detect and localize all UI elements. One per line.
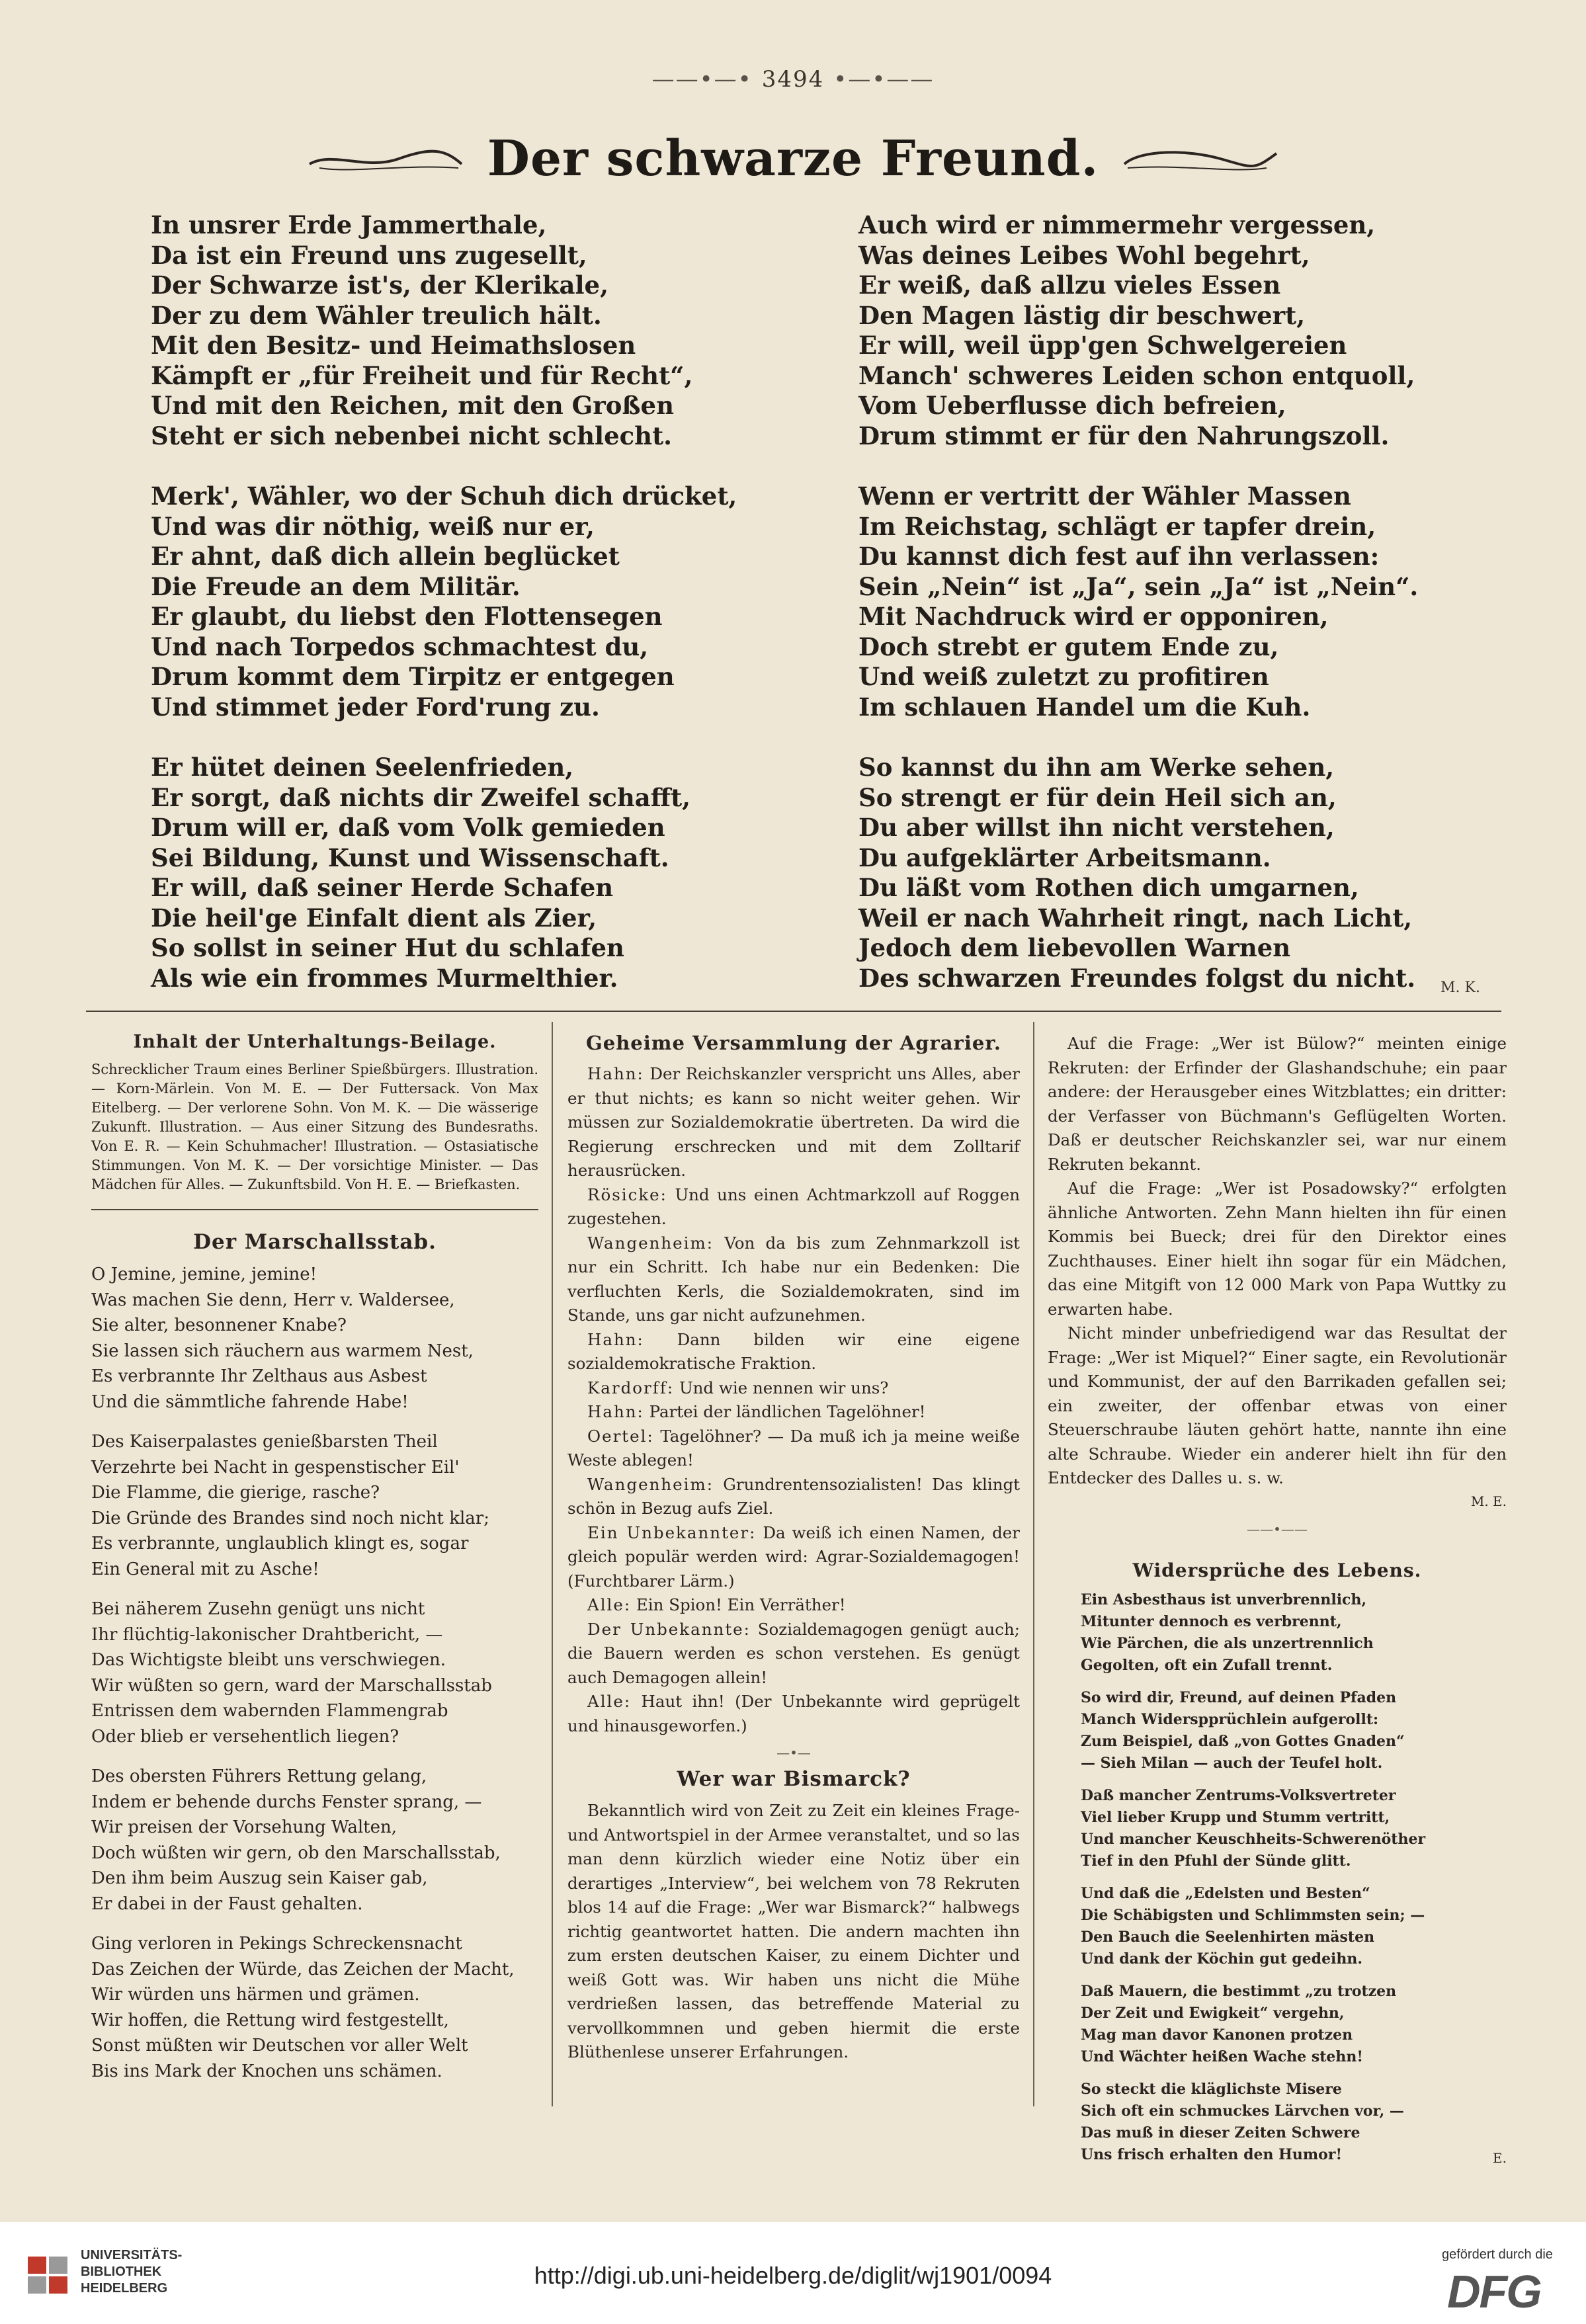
bismarck-paragraph: Nicht minder unbefriedigend war das Resultat der Frage: „Wer ist Miquel?“ Einer sagte, ein Revolutionär und Kommunist, der auf den Barrikaden gefallen sei; ein zweiter, der offenbar etwas von einer Steuerschraube läuten gehört hatte, nannte ihn eine alte Schraube. Wieder ein anderer hielt ihn für den Entdecker des Dalles u. s. w. xyxy=(1048,1323,1507,1487)
speaker-name: Hahn: xyxy=(587,1329,644,1349)
stanza xyxy=(151,210,812,451)
stanza xyxy=(151,481,812,722)
verse-line: So wird dir, Freund, auf deinen Pfaden xyxy=(1081,1688,1397,1706)
contents-text: Schrecklicher Traum eines Berliner Spießbürgers. Illustration. — Korn-Märlein. Von M. E. — Der Futtersack. Von Max Eitelberg. — Der verlorene Sohn. Von M. K. — Die wässerige Zukunft. Illustration. — Aus einer Sitzung des Bundesraths. Von E. R. — Kein Schuhmacher! Illustration. — Ostasiatische Stimmungen. Von M. K. — Der vorsichtige Minister. — Das Mädchen für Alles. — Zukunftsbild. Von H. E. — Briefkasten. xyxy=(91,1061,538,1192)
dialogue-text: Der Reichskanzler verspricht uns Alles, aber er thut nichts; es kann so nicht weiter gehen. Wir müssen zur Sozialdemokratie übertreten. Da wird die Regierung erschrecken und mit dem Zolltarif herausrücken. xyxy=(567,1064,1020,1180)
speaker-name: Hahn: xyxy=(587,1064,644,1083)
verse-line: Drum stimmt er für den Nahrungszoll. xyxy=(858,421,1390,450)
verse-line: Du kannst dich fest auf ihn verlassen: xyxy=(858,542,1380,571)
horizontal-divider xyxy=(86,1011,1501,1012)
stanza xyxy=(1081,1687,1507,1774)
section-separator: —•— xyxy=(776,1745,811,1761)
verse-line: Jedoch dem liebevollen Warnen xyxy=(858,933,1291,962)
verse-line: Und dank der Köchin gut gedeihn. xyxy=(1081,1950,1363,1968)
verse-line: Der Zeit und Ewigkeit“ vergehn, xyxy=(1081,2004,1345,2022)
verse-line: Doch wüßten wir gern, ob den Marschallsstab, xyxy=(91,1843,501,1863)
verse-line: Er weiß, daß allzu vieles Essen xyxy=(858,270,1281,300)
dialogue-text: Tagelöhner? — Da muß ich ja meine weiße Weste ablegen! xyxy=(567,1426,1020,1470)
column-1 xyxy=(91,1032,538,2098)
dialogue-paragraph xyxy=(567,1400,1020,1425)
ornament-left: ——•—• xyxy=(651,66,753,93)
marschallsstab-title: Der Marschallsstab. xyxy=(193,1230,437,1254)
verse-line: Er glaubt, du liebst den Flottensegen xyxy=(151,602,663,631)
verse-line: Das Wichtigste bleibt uns verschwiegen. xyxy=(91,1650,446,1670)
dialogue-text: Grundrentensozialisten! Das klingt schön in Bezug aufs Ziel. xyxy=(567,1474,1020,1518)
verse-line: Er sorgt, daß nichts dir Zweifel schafft, xyxy=(151,782,691,812)
verse-line: Und daß die „Edelsten und Besten“ xyxy=(1081,1884,1370,1902)
dialogue-paragraph xyxy=(567,1328,1020,1376)
verse-line: So kannst du ihn am Werke sehen, xyxy=(858,753,1335,782)
stanza xyxy=(1081,1785,1507,1872)
verse-line: Es verbrannte Ihr Zelthaus aus Asbest xyxy=(91,1366,427,1386)
verse-line: Vom Ueberflusse dich befreien, xyxy=(858,391,1286,420)
verse-line: Merk', Wähler, wo der Schuh dich drücket, xyxy=(151,481,737,511)
verse-line: So strengt er für dein Heil sich an, xyxy=(858,782,1337,812)
verse-line: Des obersten Führers Rettung gelang, xyxy=(91,1766,427,1786)
verse-line: Und stimmet jeder Ford'rung zu. xyxy=(151,692,600,722)
poem-left-column xyxy=(151,210,812,1024)
verse-line: Ihr flüchtig-lakonischer Drahtbericht, — xyxy=(91,1624,443,1645)
verse-line: So sollst in seiner Hut du schlafen xyxy=(151,933,624,962)
dialogue-text: Und wie nennen wir uns? xyxy=(679,1378,889,1397)
verse-line: Drum kommt dem Tirpitz er entgegen xyxy=(151,662,675,691)
dfg-logo: DFG xyxy=(1447,2266,1541,2317)
verse-line: O Jemine, jemine, jemine! xyxy=(91,1265,317,1284)
agrarier-title: Geheime Versammlung der Agrarier. xyxy=(585,1032,1002,1054)
contents-divider xyxy=(91,1209,538,1210)
verse-line: Sonst müßten wir Deutschen vor aller Welt xyxy=(91,2036,468,2055)
dialogue-paragraph xyxy=(567,1473,1020,1521)
speaker-name: Alle: xyxy=(587,1692,632,1711)
ornament-right: •—•—— xyxy=(833,66,935,93)
verse-line: Wir preisen der Vorsehung Walten, xyxy=(91,1817,397,1837)
speaker-name: Wangenheim: xyxy=(587,1233,714,1253)
verse-line: Kämpft er „für Freiheit und für Recht“, xyxy=(151,360,693,390)
verse-line: — Sieh Milan — auch der Teufel holt. xyxy=(1081,1754,1383,1772)
widersprueche-signature: E. xyxy=(1493,2149,1507,2166)
verse-line: Mit den Besitz- und Heimathslosen xyxy=(151,331,636,360)
verse-line: Manch' schweres Leiden schon entquoll, xyxy=(858,360,1415,390)
swash-ornament-right-icon xyxy=(1121,144,1280,173)
verse-line: Entrissen dem wabernden Flammengrab xyxy=(91,1701,448,1721)
verse-line: Du läßt vom Rothen dich umgarnen, xyxy=(858,873,1359,902)
verse-line: Daß mancher Zentrums-Volksvertreter xyxy=(1081,1786,1396,1804)
verse-line: So steckt die kläglichste Misere xyxy=(1081,2080,1342,2098)
verse-line: Im schlauen Handel um die Kuh. xyxy=(858,692,1311,722)
speaker-name: Rösicke: xyxy=(587,1184,667,1204)
speaker-name: Hahn: xyxy=(587,1402,644,1421)
verse-line: Er dabei in der Faust gehalten. xyxy=(91,1893,363,1914)
verse-line: Der zu dem Wähler treulich hält. xyxy=(151,300,602,330)
verse-line: Wie Pärchen, die als unzertrennlich xyxy=(1081,1634,1374,1652)
dialogue-text: Partei der ländlichen Tagelöhner! xyxy=(649,1402,926,1421)
speaker-name: Der Unbekannte: xyxy=(587,1619,751,1639)
verse-line: Der Schwarze ist's, der Klerikale, xyxy=(151,270,608,300)
dialogue-text: Und uns einen Achtmarkzoll auf Roggen zugestehen. xyxy=(567,1184,1020,1228)
verse-line: Die Gründe des Brandes sind noch nicht klar; xyxy=(91,1508,489,1528)
stanza xyxy=(1081,1981,1507,2068)
verse-line: Drum will er, daß vom Volk gemieden xyxy=(151,813,665,842)
verse-line: Die heil'ge Einfalt dient als Zier, xyxy=(151,903,597,933)
verse-line: Die Schäbigsten und Schlimmsten sein; — xyxy=(1081,1906,1425,1924)
verse-line: Er ahnt, daß dich allein beglücket xyxy=(151,542,620,571)
verse-line: Den ihm beim Auszug sein Kaiser gab, xyxy=(91,1868,428,1888)
verse-line: Sei Bildung, Kunst und Wissenschaft. xyxy=(151,843,669,872)
speaker-name: Wangenheim: xyxy=(587,1474,714,1494)
verse-line: Mag man davor Kanonen protzen xyxy=(1081,2026,1353,2044)
bismarck-paragraph: Auf die Frage: „Wer ist Posadowsky?“ erfolgten ähnliche Antworten. Zehn Mann hielten ihn für einen Kommis bei Bueck; drei für den Direktor eines Zuchthauses. Einer hielt ihn sogar für ein Mädchen, das eine Mitgift von 12 000 Mark von Papa Wuttky zu erwarten habe. xyxy=(1048,1179,1507,1319)
verse-line: Es verbrannte, unglaublich klingt es, sogar xyxy=(91,1534,469,1554)
stanza xyxy=(91,1429,538,1582)
institution-name: UNIVERSITÄTS- BIBLIOTHEK HEIDELBERG xyxy=(81,2248,183,2296)
poem-title: Der schwarze Freund. xyxy=(487,130,1099,187)
verse-line: Sich oft ein schmuckes Lärvchen vor, — xyxy=(1081,2102,1404,2120)
dialogue-text: Haut ihn! (Der Unbekannte wird geprügelt und hinausgeworfen.) xyxy=(567,1692,1020,1735)
dialogue-text: Ein Spion! Ein Verräther! xyxy=(636,1595,846,1614)
verse-line: Was machen Sie denn, Herr v. Waldersee, xyxy=(91,1290,455,1310)
verse-line: Wir wüßten so gern, ward der Marschallsstab xyxy=(91,1675,492,1696)
column-divider-2 xyxy=(1033,1022,1034,2106)
stanza xyxy=(1081,1883,1507,1970)
verse-line: Viel lieber Krupp und Stumm vertritt, xyxy=(1081,1808,1390,1826)
verse-line: In unsrer Erde Jammerthale, xyxy=(151,210,547,239)
poem-signature: M. K. xyxy=(1440,979,1480,996)
bismarck-text-part1 xyxy=(567,1799,1020,2065)
bismarck-title: Wer war Bismarck? xyxy=(677,1767,911,1791)
stanza xyxy=(1081,1589,1507,1677)
dialogue-paragraph xyxy=(567,1231,1020,1328)
speaker-name: Oertel: xyxy=(587,1426,654,1446)
verse-line: Er hütet deinen Seelenfrieden, xyxy=(151,753,574,782)
poem-right-column xyxy=(858,210,1520,1024)
swash-ornament-left-icon xyxy=(306,144,465,173)
dialogue-paragraph xyxy=(567,1618,1020,1690)
verse-line: Ein General mit zu Asche! xyxy=(91,1559,319,1579)
verse-line: Das Zeichen der Würde, das Zeichen der Macht, xyxy=(91,1959,515,1979)
verse-line: Manch Widerspprüchlein aufgerollt: xyxy=(1081,1710,1379,1728)
verse-line: Daß Mauern, die bestimmt „zu trotzen xyxy=(1081,1982,1397,2000)
verse-line: Und was dir nöthig, weiß nur er, xyxy=(151,511,595,541)
verse-line: Mitunter dennoch es verbrennt, xyxy=(1081,1612,1342,1630)
verse-line: Ein Asbesthaus ist unverbrennlich, xyxy=(1081,1591,1367,1608)
speaker-name: Alle: xyxy=(587,1595,632,1614)
verse-line: Und die sämmtliche fahrende Habe! xyxy=(91,1391,409,1412)
stanza xyxy=(858,210,1520,451)
verse-line: Im Reichstag, schlägt er tapfer drein, xyxy=(858,511,1376,541)
stanza xyxy=(91,1262,538,1415)
verse-line: Auch wird er nimmermehr vergessen, xyxy=(858,210,1376,239)
verse-line: Und weiß zuletzt zu profitiren xyxy=(858,662,1269,691)
verse-line: Das muß in dieser Zeiten Schwere xyxy=(1081,2124,1360,2141)
source-url-link[interactable]: http://digi.ub.uni-heidelberg.de/diglit/wj1901/0094 xyxy=(534,2262,1052,2289)
verse-line: Als wie ein frommes Murmelthier. xyxy=(151,963,618,993)
dialogue-text: Da weiß ich einen Namen, der gleich populär werden wird: Agrar-Sozialdemagogen! (Furchtbarer Lärm.) xyxy=(567,1522,1020,1591)
verse-line: Indem er behende durchs Fenster sprang, — xyxy=(91,1792,482,1812)
verse-line: Doch strebt er gutem Ende zu, xyxy=(858,632,1279,661)
column-divider-1 xyxy=(552,1022,553,2106)
verse-line: Des Kaiserpalastes genießbarsten Theil xyxy=(91,1432,438,1452)
column-2 xyxy=(567,1032,1020,2065)
column-3 xyxy=(1048,1032,1507,2166)
verse-line: Tief in den Pfuhl der Sünde glitt. xyxy=(1081,1852,1351,1870)
verse-line: Was deines Leibes Wohl begehrt, xyxy=(858,240,1310,270)
poem-title-block xyxy=(0,122,1586,195)
stanza xyxy=(91,1764,538,1917)
verse-line: Die Freude an dem Militär. xyxy=(151,571,521,601)
stanza xyxy=(858,753,1520,993)
verse-line: Und mit den Reichen, mit den Großen xyxy=(151,391,674,420)
verse-line: Bei näherem Zusehn genügt uns nicht xyxy=(91,1599,425,1619)
widersprueche-poem xyxy=(1048,1589,1507,2166)
verse-line: Sein „Nein“ ist „Ja“, sein „Ja“ ist „Nein“. xyxy=(858,571,1419,601)
verse-line: Bis ins Mark der Knochen uns schämen. xyxy=(91,2061,442,2081)
stanza xyxy=(91,1931,538,2084)
dialogue-paragraph xyxy=(567,1690,1020,1738)
verse-line: Verzehrte bei Nacht in gespenstischer Eil' xyxy=(91,1457,460,1477)
dialogue-text: Sozialdemagogen genügt auch; die Bauern werden es schon verstehen. Es genügt auch Demagogen allein! xyxy=(567,1619,1020,1687)
verse-line: Weil er nach Wahrheit ringt, nach Licht, xyxy=(858,903,1413,933)
verse-line: Du aufgeklärter Arbeitsmann. xyxy=(858,843,1271,872)
dialogue-paragraph xyxy=(567,1425,1020,1473)
dialogue-paragraph xyxy=(567,1521,1020,1594)
verse-line: Wenn er vertritt der Wähler Massen xyxy=(858,481,1351,511)
verse-line: Oder blieb er versehentlich liegen? xyxy=(91,1726,399,1747)
marschallsstab-poem xyxy=(91,1262,538,2084)
bismarck-signature: M. E. xyxy=(1470,1493,1507,1509)
verse-line: Sie lassen sich räuchern aus warmem Nest, xyxy=(91,1341,474,1361)
verse-line: Steht er sich nebenbei nicht schlecht. xyxy=(151,421,673,450)
speaker-name: Ein Unbekannter: xyxy=(587,1522,757,1542)
verse-line: Ging verloren in Pekings Schreckensnacht xyxy=(91,1934,462,1954)
bismarck-text-part2 xyxy=(1048,1032,1507,1491)
dialogue-paragraph xyxy=(567,1593,1020,1618)
verse-line: Und nach Torpedos schmachtest du, xyxy=(151,632,649,661)
verse-line: Den Bauch die Seelenhirten mästen xyxy=(1081,1928,1375,1946)
dialogue-paragraph xyxy=(567,1183,1020,1231)
speaker-name: Kardorff: xyxy=(587,1378,675,1397)
bismarck-paragraph: Auf die Frage: „Wer ist Bülow?“ meinten einige Rekruten: der Erfinder der Glashandschuhe; ein paar andere: der Herausgeber eines Witzblattes; ein dritter: der Verfasser von Büchmann's Geflügelten Worten. Daß er deutscher Reichskanzler sei, war nur einem Rekruten bekannt. xyxy=(1048,1034,1507,1174)
funded-by-label: gefördert durch die xyxy=(1442,2247,1553,2262)
verse-line: Und mancher Keuschheits-Schwerenöther xyxy=(1081,1830,1426,1848)
widersprueche-title: Widersprüche des Lebens. xyxy=(1132,1559,1422,1581)
bismarck-paragraph: Bekanntlich wird von Zeit zu Zeit ein kleines Frage- und Antwortspiel in der Armee veranstaltet, und so las man denn kürzlich wieder eine Notiz über ein derartiges „Interview“, bei welchem von 78 Rekruten blos 14 auf die Frage: „Wer war Bismarck?“ halbwegs richtig geantwortet hatten. Die andern machten ihn zum ersten deutschen Kaiser, zu einem Dichter und weiß Gott was. Wir haben uns nicht die Mühe verdrießen lassen, das betreffende Material zu vervollkommnen und geben hiermit die erste Blüthenlese unserer Erfahrungen. xyxy=(567,1801,1020,2061)
verse-line: Sie alter, besonnener Knabe? xyxy=(91,1315,347,1335)
verse-line: Da ist ein Freund uns zugesellt, xyxy=(151,240,587,270)
verse-line: Uns frisch erhalten den Humor! xyxy=(1081,2145,1343,2163)
verse-line: Er will, weil üpp'gen Schwelgereien xyxy=(858,331,1347,360)
section-separator-2: ——•—— xyxy=(1247,1520,1308,1537)
verse-line: Mit Nachdruck wird er opponiren, xyxy=(858,602,1329,631)
verse-line: Den Magen lästig dir beschwert, xyxy=(858,300,1306,330)
stanza xyxy=(858,481,1520,722)
dialogue-text: Von da bis zum Zehnmarkzoll ist nur ein Schritt. Ich habe nur ein Bedenken: Die verfluchten Kerls, die Sozialdemokraten, sind im Stande, uns gar nicht aufzunehmen. xyxy=(567,1233,1020,1325)
verse-line: Die Flamme, die gierige, rasche? xyxy=(91,1483,380,1503)
verse-line: Zum Beispiel, daß „von Gottes Gnaden“ xyxy=(1081,1732,1405,1750)
contents-title: Inhalt der Unterhaltungs-Beilage. xyxy=(133,1032,497,1052)
stanza xyxy=(91,1597,538,1749)
dialogue-paragraph xyxy=(567,1376,1020,1401)
verse-line: Du aber willst ihn nicht verstehen, xyxy=(858,813,1335,842)
verse-line: Und Wächter heißen Wache stehn! xyxy=(1081,2048,1364,2065)
verse-line: Gegolten, oft ein Zufall trennt. xyxy=(1081,1656,1333,1674)
dialogue-text: Dann bilden wir eine eigene sozialdemokratische Fraktion. xyxy=(567,1329,1021,1373)
verse-line: Wir würden uns härmen und grämen. xyxy=(91,1985,420,2005)
stanza xyxy=(151,753,812,993)
dialogue-paragraph xyxy=(567,1062,1020,1183)
verse-line: Des schwarzen Freundes folgst du nicht. xyxy=(858,963,1416,993)
agrarier-dialogue xyxy=(567,1062,1020,1738)
verse-line: Er will, daß seiner Herde Schafen xyxy=(151,873,614,902)
page-number: ——•—• 3494 •—•—— xyxy=(651,66,935,93)
verse-line: Wir hoffen, die Rettung wird festgestellt, xyxy=(91,2010,449,2030)
